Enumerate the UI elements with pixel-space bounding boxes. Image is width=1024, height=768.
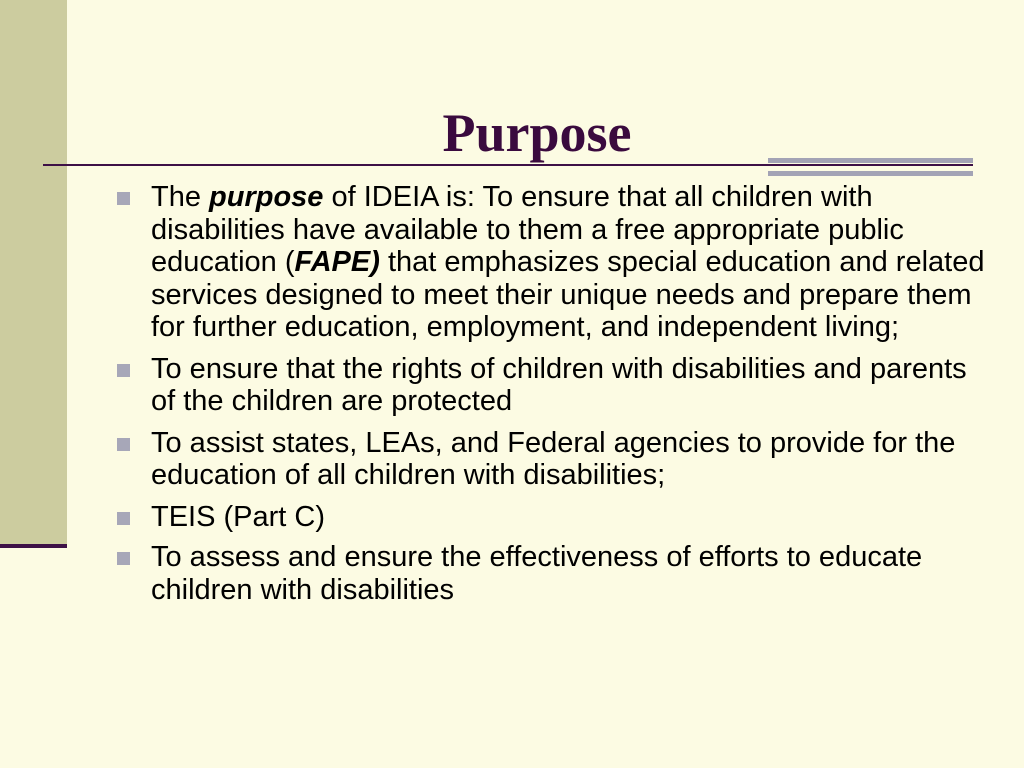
- bullet-list: [113, 181, 993, 615]
- bullet-text: TEIS (Part C): [151, 500, 326, 533]
- square-bullet-icon: [117, 364, 130, 377]
- accent-bar-top: [768, 158, 973, 163]
- bullet-text-pre: The: [151, 181, 210, 213]
- purpose-emphasis: purpose: [209, 181, 324, 213]
- square-bullet-icon: [117, 552, 130, 565]
- left-decorative-band: [0, 0, 67, 547]
- title-divider: [43, 164, 973, 166]
- bullet-text: To assist states, LEAs, and Federal agencies to provide for the education of all children with disabilities;: [151, 426, 956, 491]
- bullet-assist: [113, 427, 993, 492]
- square-bullet-icon: [117, 512, 130, 525]
- bullet-text: To assess and ensure the effectiveness of efforts to educate children with disabilities: [151, 541, 923, 606]
- bullet-purpose: [113, 181, 993, 344]
- square-bullet-icon: [117, 438, 130, 451]
- bullet-teis: [113, 501, 993, 534]
- fape-emphasis: FAPE): [294, 246, 380, 278]
- accent-bar-bottom: [768, 171, 973, 176]
- square-bullet-icon: [117, 192, 130, 205]
- bullet-text-post: that emphasizes special education and related services designed to meet their unique needs and prepare them for further education, employment, and independent living;: [151, 246, 985, 343]
- left-band-underline: [0, 544, 67, 548]
- slide-title: Purpose: [442, 103, 632, 164]
- bullet-rights: [113, 353, 993, 418]
- bullet-text: To ensure that the rights of children with disabilities and parents of the children are protected: [151, 352, 967, 417]
- bullet-text: [151, 181, 984, 343]
- bullet-assess: [113, 541, 993, 606]
- bullet-text-mid: of IDEIA is: To ensure that all children with disabilities have available to them a free appropriate public education (: [151, 181, 904, 278]
